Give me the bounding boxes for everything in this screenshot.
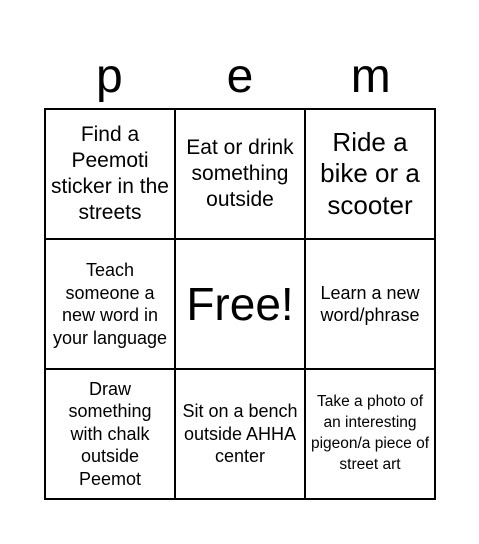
header-letter-e: e bbox=[226, 50, 254, 103]
bingo-cell-r1c2[interactable] bbox=[175, 109, 305, 239]
bingo-grid bbox=[44, 108, 436, 500]
cell-text: Ride a bike or a scooter bbox=[320, 127, 420, 220]
bingo-cell-r2c1[interactable] bbox=[45, 239, 175, 369]
bingo-cell-r2c3[interactable] bbox=[305, 239, 435, 369]
cell-text: Sit on a bench outside AHHA center bbox=[182, 401, 298, 467]
cell-text: Take a photo of an interesting pigeon/a piece of street art bbox=[310, 393, 430, 473]
bingo-cell-r3c3[interactable] bbox=[305, 369, 435, 499]
header-letter-m: m bbox=[350, 50, 391, 103]
bingo-cell-r3c2[interactable] bbox=[175, 369, 305, 499]
cell-text: Draw something with chalk outside Peemot bbox=[68, 378, 152, 489]
bingo-cell-r1c1[interactable] bbox=[45, 109, 175, 239]
cell-text: Eat or drink something outside bbox=[186, 135, 294, 212]
bingo-header bbox=[44, 52, 436, 102]
cell-text: Learn a new word/phrase bbox=[320, 282, 420, 325]
bingo-cell-r1c3[interactable] bbox=[305, 109, 435, 239]
bingo-cell-r3c1[interactable] bbox=[45, 369, 175, 499]
header-letter-p: p bbox=[95, 50, 123, 103]
cell-text: Teach someone a new word in your language bbox=[52, 260, 168, 348]
cell-text: Free! bbox=[186, 277, 294, 330]
bingo-cell-free[interactable] bbox=[175, 239, 305, 369]
cell-text: Find a Peemoti sticker in the streets bbox=[51, 122, 169, 225]
